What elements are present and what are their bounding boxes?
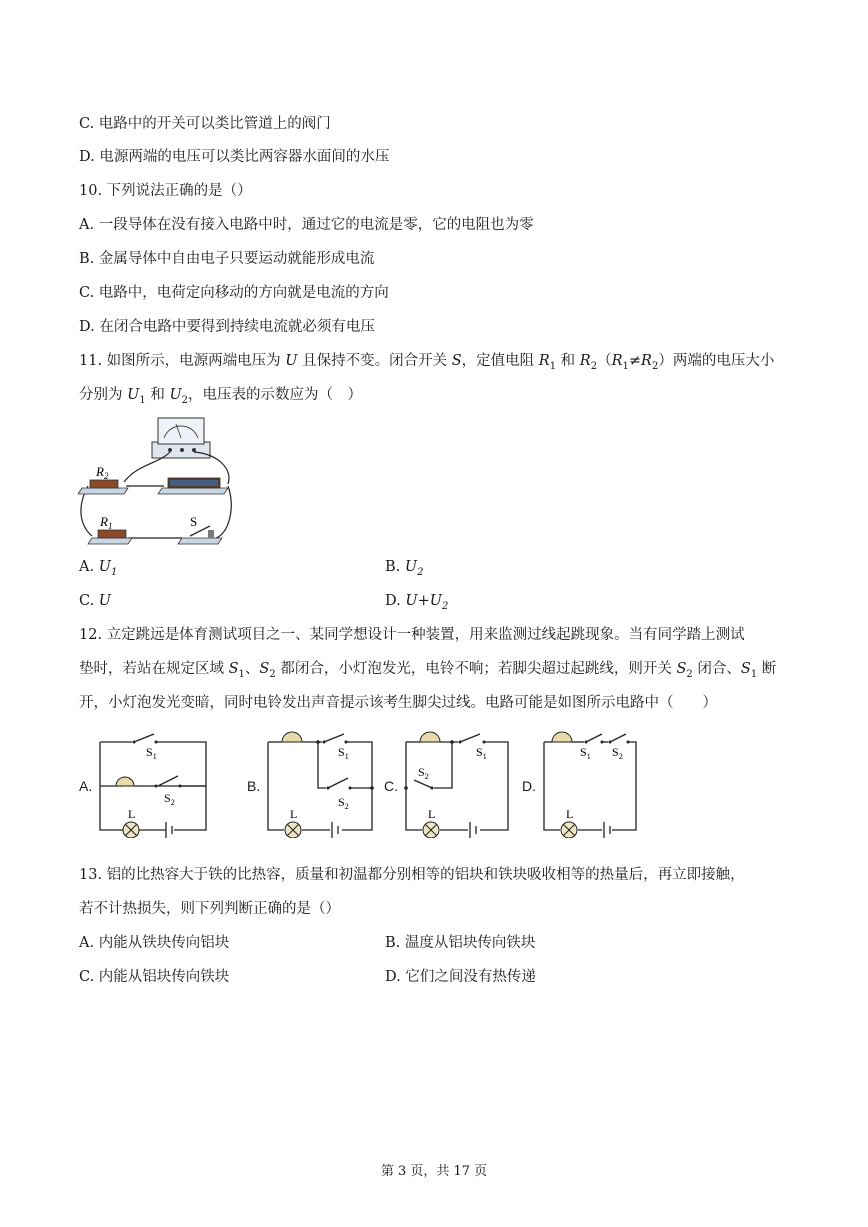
q11-option-d: D. $U+U_2$	[385, 593, 449, 612]
svg-text:S1: $S_1$	[580, 745, 591, 761]
q12-stem-line1: 12. 立定跳远是体育测试项目之一、某同学想设计一种装置，用来监测过线起跳现象。当有同学踏上测试	[79, 627, 745, 643]
svg-text:R2: $R_2$	[96, 464, 109, 481]
lamp-icon	[285, 822, 301, 838]
q13-stem-line1: 13. 铝的比热容大于铁的比热容，质量和初温都分别相等的铝块和铁块吸收相等的热量后，再立即接触，	[79, 867, 745, 883]
svg-text:L: L	[128, 807, 136, 821]
q10-option-a: A. 一段导体在没有接入电路中时，通过它的电流是零，它的电阻也为零	[79, 217, 534, 233]
svg-text:L: L	[566, 807, 574, 821]
q13-option-b: B. 温度从铝块传向铁块	[385, 935, 536, 951]
q11-option-c: C. U	[79, 593, 112, 609]
q12-circuit-c	[400, 726, 516, 838]
svg-text:L: L	[428, 807, 436, 821]
switch-s-icon	[178, 526, 222, 544]
lamp-icon	[123, 822, 139, 838]
svg-text:S1: $S_1$	[338, 745, 349, 761]
battery-icon	[158, 478, 228, 494]
bell-icon	[420, 732, 440, 742]
q13-option-a: A. 内能从铁块传向铝块	[79, 935, 230, 951]
q12-label-c: C.	[384, 778, 398, 794]
page-footer: 第 3 页，共 17 页	[380, 1164, 488, 1179]
q13-option-d: D. 它们之间没有热传递	[385, 969, 536, 985]
q11-stem-line1: 11. 如图所示，电源两端电压为 U 且保持不变。闭合开关 S，定值电阻 $R_1$ 和 $R_2(R_1\ne R_2)$两端的电压大小	[79, 353, 775, 372]
svg-text:R1: $R_1$	[100, 514, 113, 531]
q10-stem: 10. 下列说法正确的是（）	[79, 183, 252, 199]
q12-stem-line2: 垫时，若站在规定区域 $S_1$、$S_2$ 都闭合，小灯泡发光，电铃不响；若脚尖超过起跳线，则开关 $S_2$ 闭合、$S_1$ 断	[79, 661, 777, 680]
bell-icon	[282, 732, 302, 742]
q11-circuit-figure	[78, 414, 238, 549]
q10-option-d: D. 在闭合电路中要得到持续电流就必须有电压	[79, 319, 375, 335]
svg-text:S: S	[190, 514, 198, 529]
q11-option-a: A. $U_1$	[79, 559, 118, 578]
q10-option-b: B. 金属导体中自由电子只要运动就能形成电流	[79, 251, 375, 267]
q10-option-c: C. 电路中，电荷定向移动的方向就是电流的方向	[79, 285, 389, 301]
lamp-icon	[561, 822, 577, 838]
lamp-icon	[423, 822, 439, 838]
svg-text:S1: $S_1$	[476, 745, 487, 761]
q12-circuit-b	[262, 726, 378, 838]
bell-icon	[116, 777, 156, 786]
voltmeter-icon	[152, 418, 210, 458]
svg-text:S2: $S_2$	[338, 795, 349, 811]
bell-icon	[552, 732, 572, 742]
resistor-r1-icon	[88, 530, 132, 544]
q12-stem-line3: 开，小灯泡发光变暗，同时电铃发出声音提示该考生脚尖过线。电路可能是如图所示电路中（ ）	[79, 695, 717, 711]
q11-option-b: B. $U_2$	[385, 559, 424, 578]
q12-label-d: D.	[522, 778, 536, 794]
q9-option-d: D. 电源两端的电压可以类比两容器水面间的水压	[79, 149, 390, 165]
svg-text:S2: $S_2$	[612, 745, 623, 761]
q12-label-a: A.	[79, 778, 93, 794]
q13-stem-line2: 若不计热损失，则下列判断正确的是（）	[79, 901, 340, 917]
q9-option-c: C. 电路中的开关可以类比管道上的阀门	[79, 116, 331, 132]
svg-text:S2: $S_2$	[164, 791, 175, 807]
q12-label-b: B.	[247, 778, 261, 794]
svg-text:L: L	[290, 807, 298, 821]
q12-circuit-d	[538, 726, 642, 838]
svg-text:S1: $S_1$	[146, 745, 157, 761]
svg-text:S2: $S_2$	[418, 765, 429, 781]
q11-stem-line2: 分别为 $U_1$ 和 $U_2$，电压表的示数应为（ ）	[79, 387, 363, 406]
q13-option-c: C. 内能从铝块传向铁块	[79, 969, 230, 985]
resistor-r2-icon	[78, 480, 128, 494]
q12-circuit-a	[94, 730, 212, 838]
